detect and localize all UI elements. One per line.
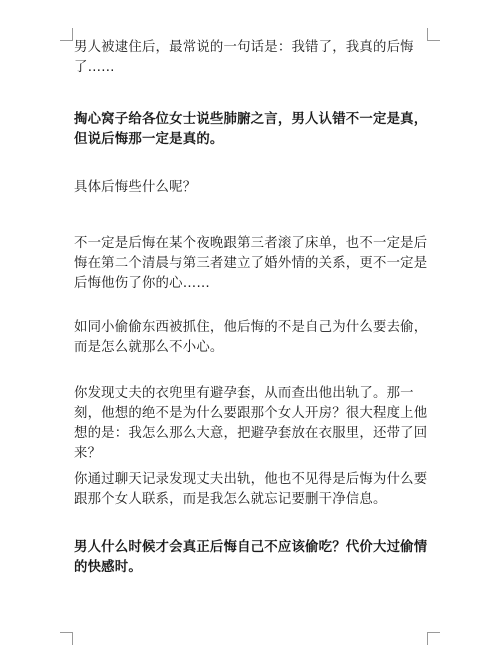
- paragraph-bold-advice: 掏心窝子给各位女士说些肺腑之言，男人认错不一定是真，但说后悔那一定是真的。: [74, 112, 428, 147]
- paragraph-bold-conclusion: 男人什么时候才会真正后悔自己不应该偷吃？代价大过偷情的快感时。: [74, 540, 428, 575]
- paragraph-intro: 男人被逮住后，最常说的一句话是：我错了，我真的后悔了……: [74, 40, 414, 75]
- paragraph-chat-record-example: 你通过聊天记录发现丈夫出轨，他也不见得是后悔为什么要跟那个女人联系，而是我怎么就忘记要删干净信息。: [74, 472, 428, 507]
- paragraph-question: 具体后悔些什么呢？: [74, 180, 197, 195]
- paragraph-condom-example: 你发现丈夫的衣兜里有避孕套，从而查出他出轨了。那一刻，他想的绝不是为什么要跟那个女人开房？很大程度上他想的是：我怎么那么大意，把避孕套放在衣服里，还带了回来？: [74, 386, 428, 461]
- paragraph-thief-analogy: 如同小偷偷东西被抓住，他后悔的不是自己为什么要去偷，而是怎么就那么不小心。: [74, 320, 428, 355]
- page-corner-mark-bottom-left: [60, 632, 73, 645]
- page-corner-mark-bottom-right: [427, 632, 440, 645]
- page-corner-mark-top-left: [60, 28, 73, 41]
- paragraph-not-necessarily: 不一定是后悔在某个夜晚跟第三者滚了床单，也不一定是后悔在第二个清晨与第三者建立了婚外情的关系，更不一定是后悔他伤了你的心……: [74, 236, 428, 291]
